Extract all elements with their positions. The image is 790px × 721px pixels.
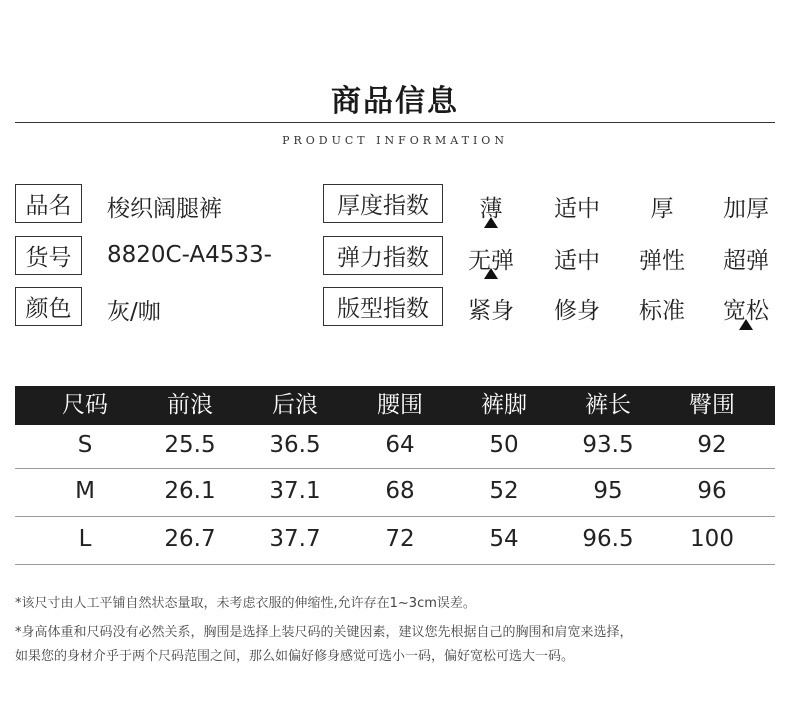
table-cell: 26.7 bbox=[164, 526, 216, 552]
note-size-advice-cont: 如果您的身材介乎于两个尺码范围之间，那么如偏好修身感觉可选小一码，偏好宽松可选大一码。 bbox=[15, 649, 575, 664]
header-front-rise: 前浪 bbox=[167, 392, 213, 418]
option-thickness-medium: 适中 bbox=[554, 196, 600, 222]
page-title: 商品信息 bbox=[331, 84, 459, 119]
table-cell: 37.7 bbox=[269, 526, 321, 552]
header-pants-length: 裤长 bbox=[585, 392, 631, 418]
header-leg-opening: 裤脚 bbox=[481, 392, 527, 418]
table-cell: 36.5 bbox=[269, 432, 321, 458]
label-product-name: 品名 bbox=[15, 184, 82, 223]
table-cell: 50 bbox=[489, 432, 519, 458]
table-cell: 54 bbox=[489, 526, 519, 552]
table-cell: 96.5 bbox=[582, 526, 634, 552]
table-cell: S bbox=[77, 432, 93, 458]
option-fit-slim: 修身 bbox=[554, 298, 600, 324]
table-cell: 96 bbox=[697, 478, 727, 504]
thickness-selected-marker-icon bbox=[484, 217, 498, 228]
table-cell: 72 bbox=[385, 526, 415, 552]
option-thickness-extra-thick: 加厚 bbox=[723, 196, 769, 222]
option-fit-standard: 标准 bbox=[639, 298, 685, 324]
header-hip: 臀围 bbox=[689, 392, 735, 418]
header-waist: 腰围 bbox=[377, 392, 423, 418]
label-color: 颜色 bbox=[15, 287, 82, 326]
value-product-name: 梭织阔腿裤 bbox=[107, 196, 222, 222]
table-cell: 95 bbox=[593, 478, 623, 504]
header-size: 尺码 bbox=[62, 392, 108, 418]
note-size-advice: *身高体重和尺码没有必然关系，胸围是选择上装尺码的关键因素，建议您先根据自己的胸围和肩宽来选择， bbox=[15, 625, 633, 640]
label-fit-index: 版型指数 bbox=[323, 287, 443, 326]
row-divider bbox=[15, 468, 775, 469]
option-thickness-thick: 厚 bbox=[650, 196, 674, 222]
table-cell: 64 bbox=[385, 432, 415, 458]
table-cell: 100 bbox=[690, 526, 734, 552]
table-cell: 37.1 bbox=[269, 478, 321, 504]
option-elasticity-medium: 适中 bbox=[554, 248, 600, 274]
size-table-header bbox=[15, 386, 775, 425]
table-cell: 26.1 bbox=[164, 478, 216, 504]
option-fit-loose: 宽松 bbox=[723, 298, 769, 324]
value-item-number: 8820C-A4533- bbox=[107, 242, 272, 268]
option-thickness-thin: 薄 bbox=[479, 196, 503, 222]
label-thickness-index: 厚度指数 bbox=[323, 184, 443, 223]
page-subtitle: PRODUCT INFORMATION bbox=[282, 134, 508, 147]
header-back-rise: 后浪 bbox=[272, 392, 318, 418]
table-cell: L bbox=[78, 526, 92, 552]
elasticity-selected-marker-icon bbox=[484, 268, 498, 279]
note-measurement: *该尺寸由人工平铺自然状态量取，未考虑衣服的伸缩性,允许存在1~3cm误差。 bbox=[15, 596, 476, 611]
label-item-number: 货号 bbox=[15, 236, 82, 275]
option-elasticity-elastic: 弹性 bbox=[639, 248, 685, 274]
option-fit-tight: 紧身 bbox=[468, 298, 514, 324]
table-cell: 92 bbox=[697, 432, 727, 458]
table-cell: 52 bbox=[489, 478, 519, 504]
table-cell: 25.5 bbox=[164, 432, 216, 458]
label-elasticity-index: 弹力指数 bbox=[323, 236, 443, 275]
option-elasticity-none: 无弹 bbox=[468, 248, 514, 274]
table-cell: 68 bbox=[385, 478, 415, 504]
row-divider bbox=[15, 516, 775, 517]
value-color: 灰/咖 bbox=[107, 299, 161, 325]
row-divider bbox=[15, 564, 775, 565]
title-divider bbox=[15, 122, 775, 123]
option-elasticity-super: 超弹 bbox=[723, 248, 769, 274]
table-cell: 93.5 bbox=[582, 432, 634, 458]
fit-selected-marker-icon bbox=[739, 319, 753, 330]
table-cell: M bbox=[75, 478, 95, 504]
